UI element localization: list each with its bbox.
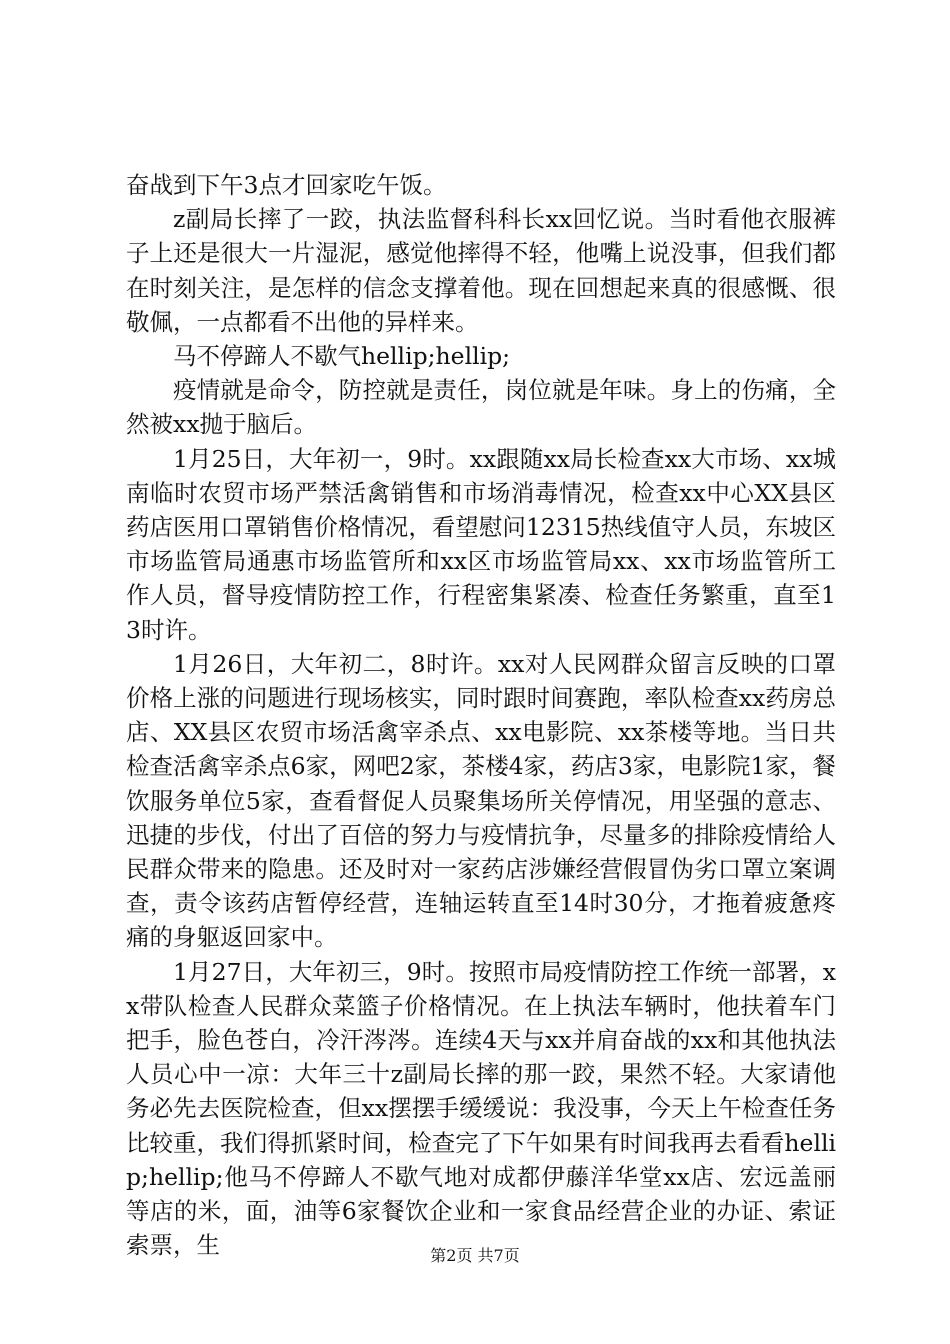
paragraph-1: 奋战到下午3点才回家吃午饭。 [126,171,447,199]
paragraph-4: 疫情就是命令，防控就是责任，岗位就是年味。身上的伤痛，全然被xx抛于脑后。 [126,376,836,439]
paragraph-5: 1月25日，大年初一，9时。xx跟随xx局长检查xx大市场、xx城南临时农贸市场严禁活禽销售和市场消毒情况，检查xx中心XX县区药店医用口罩销售价格情况，看望慰问12315热线值守人员，东坡区市场监管局通惠市场监管所和xx区市场监管局xx、xx市场监管所工作人员，督导疫情防控工作，行程密集紧凑、检查任务繁重，直至13时许。 [126,444,836,644]
paragraph-2: z副局长摔了一跤，执法监督科科长xx回忆说。当时看他衣服裤子上还是很大一片湿泥，感觉他摔得不轻，他嘴上说没事，但我们都在时刻关注，是怎样的信念支撑着他。现在回想起来真的很感慨、很敬佩，一点都看不出他的异样来。 [126,205,836,336]
paragraph-7: 1月27日，大年初三，9时。按照市局疫情防控工作统一部署，xx带队检查人民群众菜篮子价格情况。在上执法车辆时，他扶着车门把手，脸色苍白，冷汗涔涔。连续4天与xx并肩奋战的xx和其他执法人员心中一凉：大年三十z副局长摔的那一跤，果然不轻。大家请他务必先去医院检查，但xx摆摆手缓缓说：我没事，今天上午检查任务比较重，我们得抓紧时间，检查完了下午如果有时间我再去看看hellip;hellip;他马不停蹄人不歇气地对成都伊藤洋华堂xx店、宏远盖丽等店的米，面，油等6家餐饮企业和一家食品经营企业的办证、索证索票，生 [126,957,836,1260]
paragraph-6: 1月26日，大年初二，8时许。xx对人民网群众留言反映的口罩价格上涨的问题进行现场核实，同时跟时间赛跑，率队检查xx药房总店、XX县区农贸市场活禽宰杀点、xx电影院、xx茶楼等地。当日共检查活禽宰杀点6家，网吧2家，茶楼4家，药店3家，电影院1家，餐饮服务单位5家，查看督促人员聚集场所关停情况，用坚强的意志、迅捷的步伐，付出了百倍的努力与疫情抗争，尽量多的排除疫情给人民群众带来的隐患。还及时对一家药店涉嫌经营假冒伪劣口罩立案调查，责令该药店暂停经营，连轴运转直至14时30分，才拖着疲惫疼痛的身躯返回家中。 [126,649,836,952]
document-body [126,168,836,1263]
page-footer: 第2页 共7页 [430,1246,520,1265]
paragraph-3: 马不停蹄人不歇气hellip;hellip; [173,342,511,371]
